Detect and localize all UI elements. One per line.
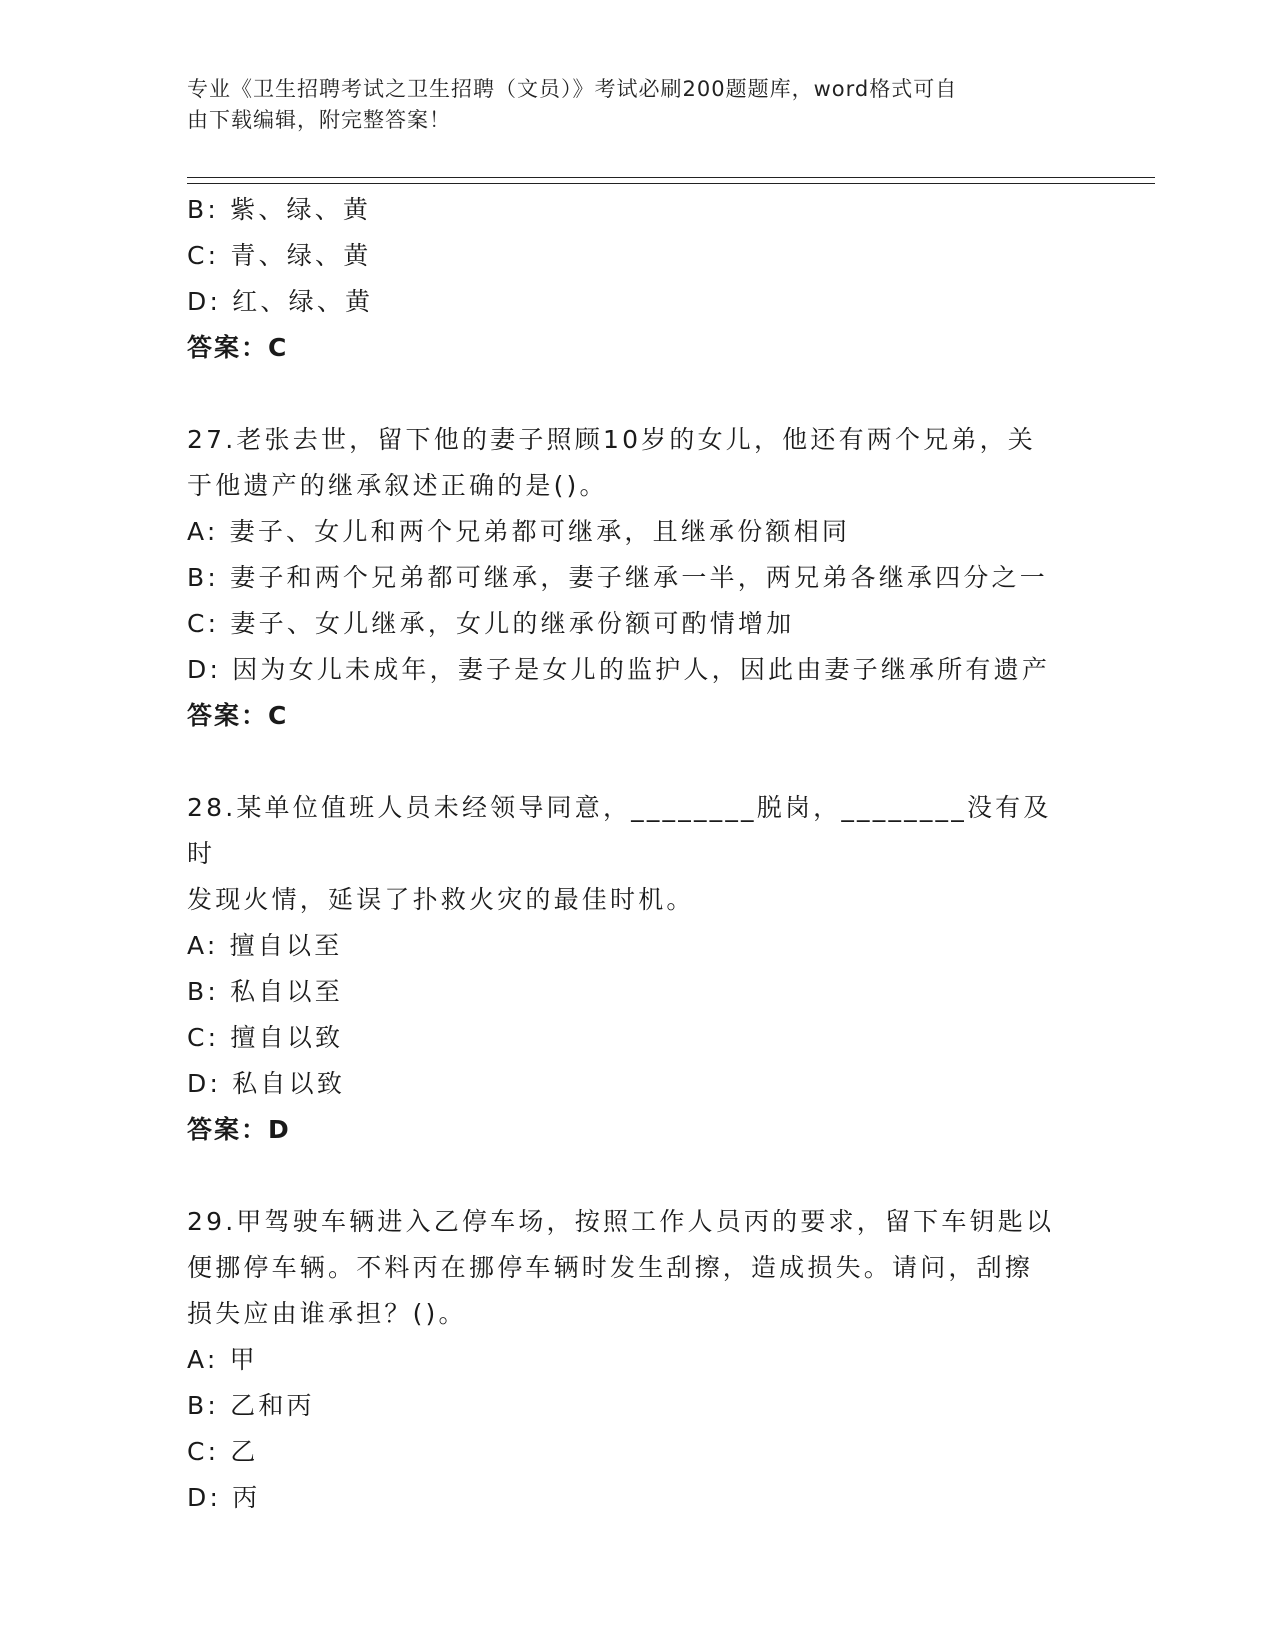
option-d: D: 丙 <box>187 1483 261 1512</box>
option-c: C: 擅自以致 <box>187 1023 344 1052</box>
option-c: C: 乙 <box>187 1437 259 1466</box>
question-block-28 <box>187 785 1087 1153</box>
header-rule-bottom <box>187 183 1155 184</box>
question-stem-line: 27.老张去世，留下他的妻子照顾10岁的女儿，他还有两个兄弟，关 <box>187 425 1036 454</box>
header-line-2: 由下载编辑，附完整答案！ <box>187 108 451 132</box>
question-stem-line: 便挪停车辆。不料丙在挪停车辆时发生刮擦，造成损失。请问，刮擦 <box>187 1253 1034 1282</box>
document-body <box>187 187 1087 1521</box>
option-b: B: 私自以至 <box>187 977 343 1006</box>
option-c: C: 青、绿、黄 <box>187 241 372 270</box>
option-b: B: 紫、绿、黄 <box>187 195 372 224</box>
option-c: C: 妻子、女儿继承，女儿的继承份额可酌情增加 <box>187 609 795 638</box>
option-d: D: 红、绿、黄 <box>187 287 374 316</box>
question-stem-line: 28.某单位值班人员未经领导同意，________脱岗，________没有及时 <box>187 793 1052 868</box>
option-b: B: 妻子和两个兄弟都可继承，妻子继承一半，两兄弟各继承四分之一 <box>187 563 1048 592</box>
option-a: A: 甲 <box>187 1345 258 1374</box>
question-stem-line: 发现火情，延误了扑救火灾的最佳时机。 <box>187 885 695 914</box>
question-stem-line: 29.甲驾驶车辆进入乙停车场，按照工作人员丙的要求，留下车钥匙以 <box>187 1207 1055 1236</box>
option-a: A: 擅自以至 <box>187 931 343 960</box>
answer-line: 答案：C <box>187 333 289 362</box>
option-a: A: 妻子、女儿和两个兄弟都可继承，且继承份额相同 <box>187 517 851 546</box>
question-block-29 <box>187 1199 1087 1521</box>
option-d: D: 因为女儿未成年，妻子是女儿的监护人，因此由妻子继承所有遗产 <box>187 655 1051 684</box>
question-stem-line: 于他遗产的继承叙述正确的是()。 <box>187 471 608 500</box>
option-b: B: 乙和丙 <box>187 1391 315 1420</box>
question-stem-line: 损失应由谁承担？()。 <box>187 1299 467 1328</box>
document-header <box>187 74 1067 136</box>
option-d: D: 私自以致 <box>187 1069 346 1098</box>
question-block-27 <box>187 417 1087 739</box>
answer-line: 答案：C <box>187 701 289 730</box>
header-line-1: 专业《卫生招聘考试之卫生招聘（文员）》考试必刷200题题库，word格式可自 <box>187 77 958 101</box>
question-block-26 <box>187 187 1087 371</box>
header-rule-top <box>187 177 1155 178</box>
answer-line: 答案：D <box>187 1115 291 1144</box>
